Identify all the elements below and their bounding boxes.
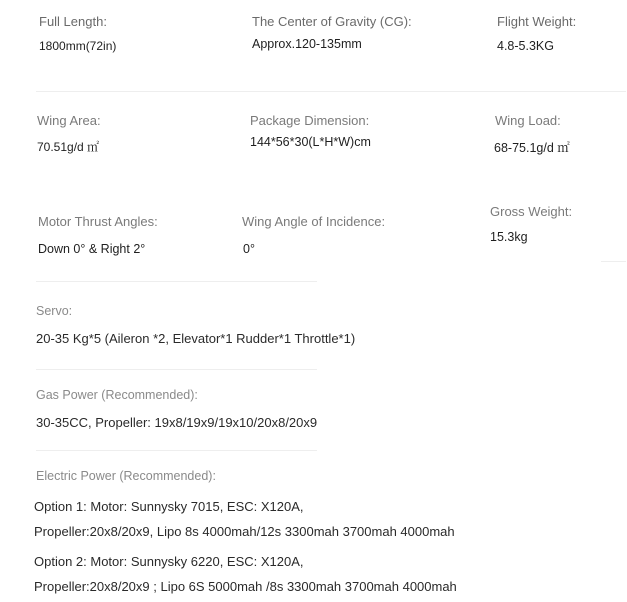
full-length-label: Full Length: bbox=[39, 14, 107, 29]
divider-row3 bbox=[36, 281, 317, 282]
center-of-gravity-label: The Center of Gravity (CG): bbox=[252, 14, 412, 29]
gas-power-label: Gas Power (Recommended): bbox=[36, 388, 198, 402]
gas-power-value: 30-35CC, Propeller: 19x8/19x9/19x10/20x8/20x9 bbox=[36, 415, 318, 430]
electric-power-label: Electric Power (Recommended): bbox=[36, 469, 216, 483]
package-dimension-value: 144*56*30(L*H*W)cm bbox=[250, 135, 371, 149]
divider-gas-power bbox=[36, 450, 317, 451]
wing-angle-of-incidence-value: 0° bbox=[243, 242, 255, 256]
flight-weight-value: 4.8-5.3KG bbox=[497, 39, 554, 53]
center-of-gravity-value: Approx.120-135mm bbox=[252, 37, 362, 51]
divider-gross-weight bbox=[601, 261, 626, 262]
full-length-value: 1800mm(72in) bbox=[39, 39, 117, 53]
wing-load-label: Wing Load: bbox=[495, 113, 561, 128]
option1-motor: Option 1: Motor: Sunnysky 7015, ESC: X120A, bbox=[34, 499, 304, 514]
motor-thrust-angles-label: Motor Thrust Angles: bbox=[38, 214, 158, 229]
servo-label: Servo: bbox=[36, 304, 73, 318]
option1-propeller: Propeller:20x8/20x9, Lipo 8s 4000mah/12s 3300mah 3700mah 4000mah bbox=[34, 524, 455, 539]
flight-weight-label: Flight Weight: bbox=[497, 14, 577, 29]
gross-weight-value: 15.3kg bbox=[490, 230, 528, 244]
option2-propeller: Propeller:20x8/20x9 ; Lipo 6S 5000mah /8s 3300mah 3700mah 4000mah bbox=[34, 579, 457, 594]
wing-area-value: 70.51g/d ㎡ bbox=[37, 140, 100, 154]
gross-weight-label: Gross Weight: bbox=[490, 204, 573, 219]
package-dimension-label: Package Dimension: bbox=[250, 113, 370, 128]
wing-angle-of-incidence-label: Wing Angle of Incidence: bbox=[242, 214, 386, 229]
divider-row1 bbox=[36, 91, 626, 92]
wing-area-label: Wing Area: bbox=[37, 113, 101, 128]
wing-load-value: 68-75.1g/d ㎡ bbox=[494, 141, 570, 155]
servo-value: 20-35 Kg*5 (Aileron *2, Elevator*1 Rudder*1 Throttle*1) bbox=[36, 331, 356, 346]
option2-motor: Option 2: Motor: Sunnysky 6220, ESC: X120A, bbox=[34, 554, 304, 569]
motor-thrust-angles-value: Down 0° & Right 2° bbox=[38, 242, 146, 256]
divider-servo bbox=[36, 369, 317, 370]
